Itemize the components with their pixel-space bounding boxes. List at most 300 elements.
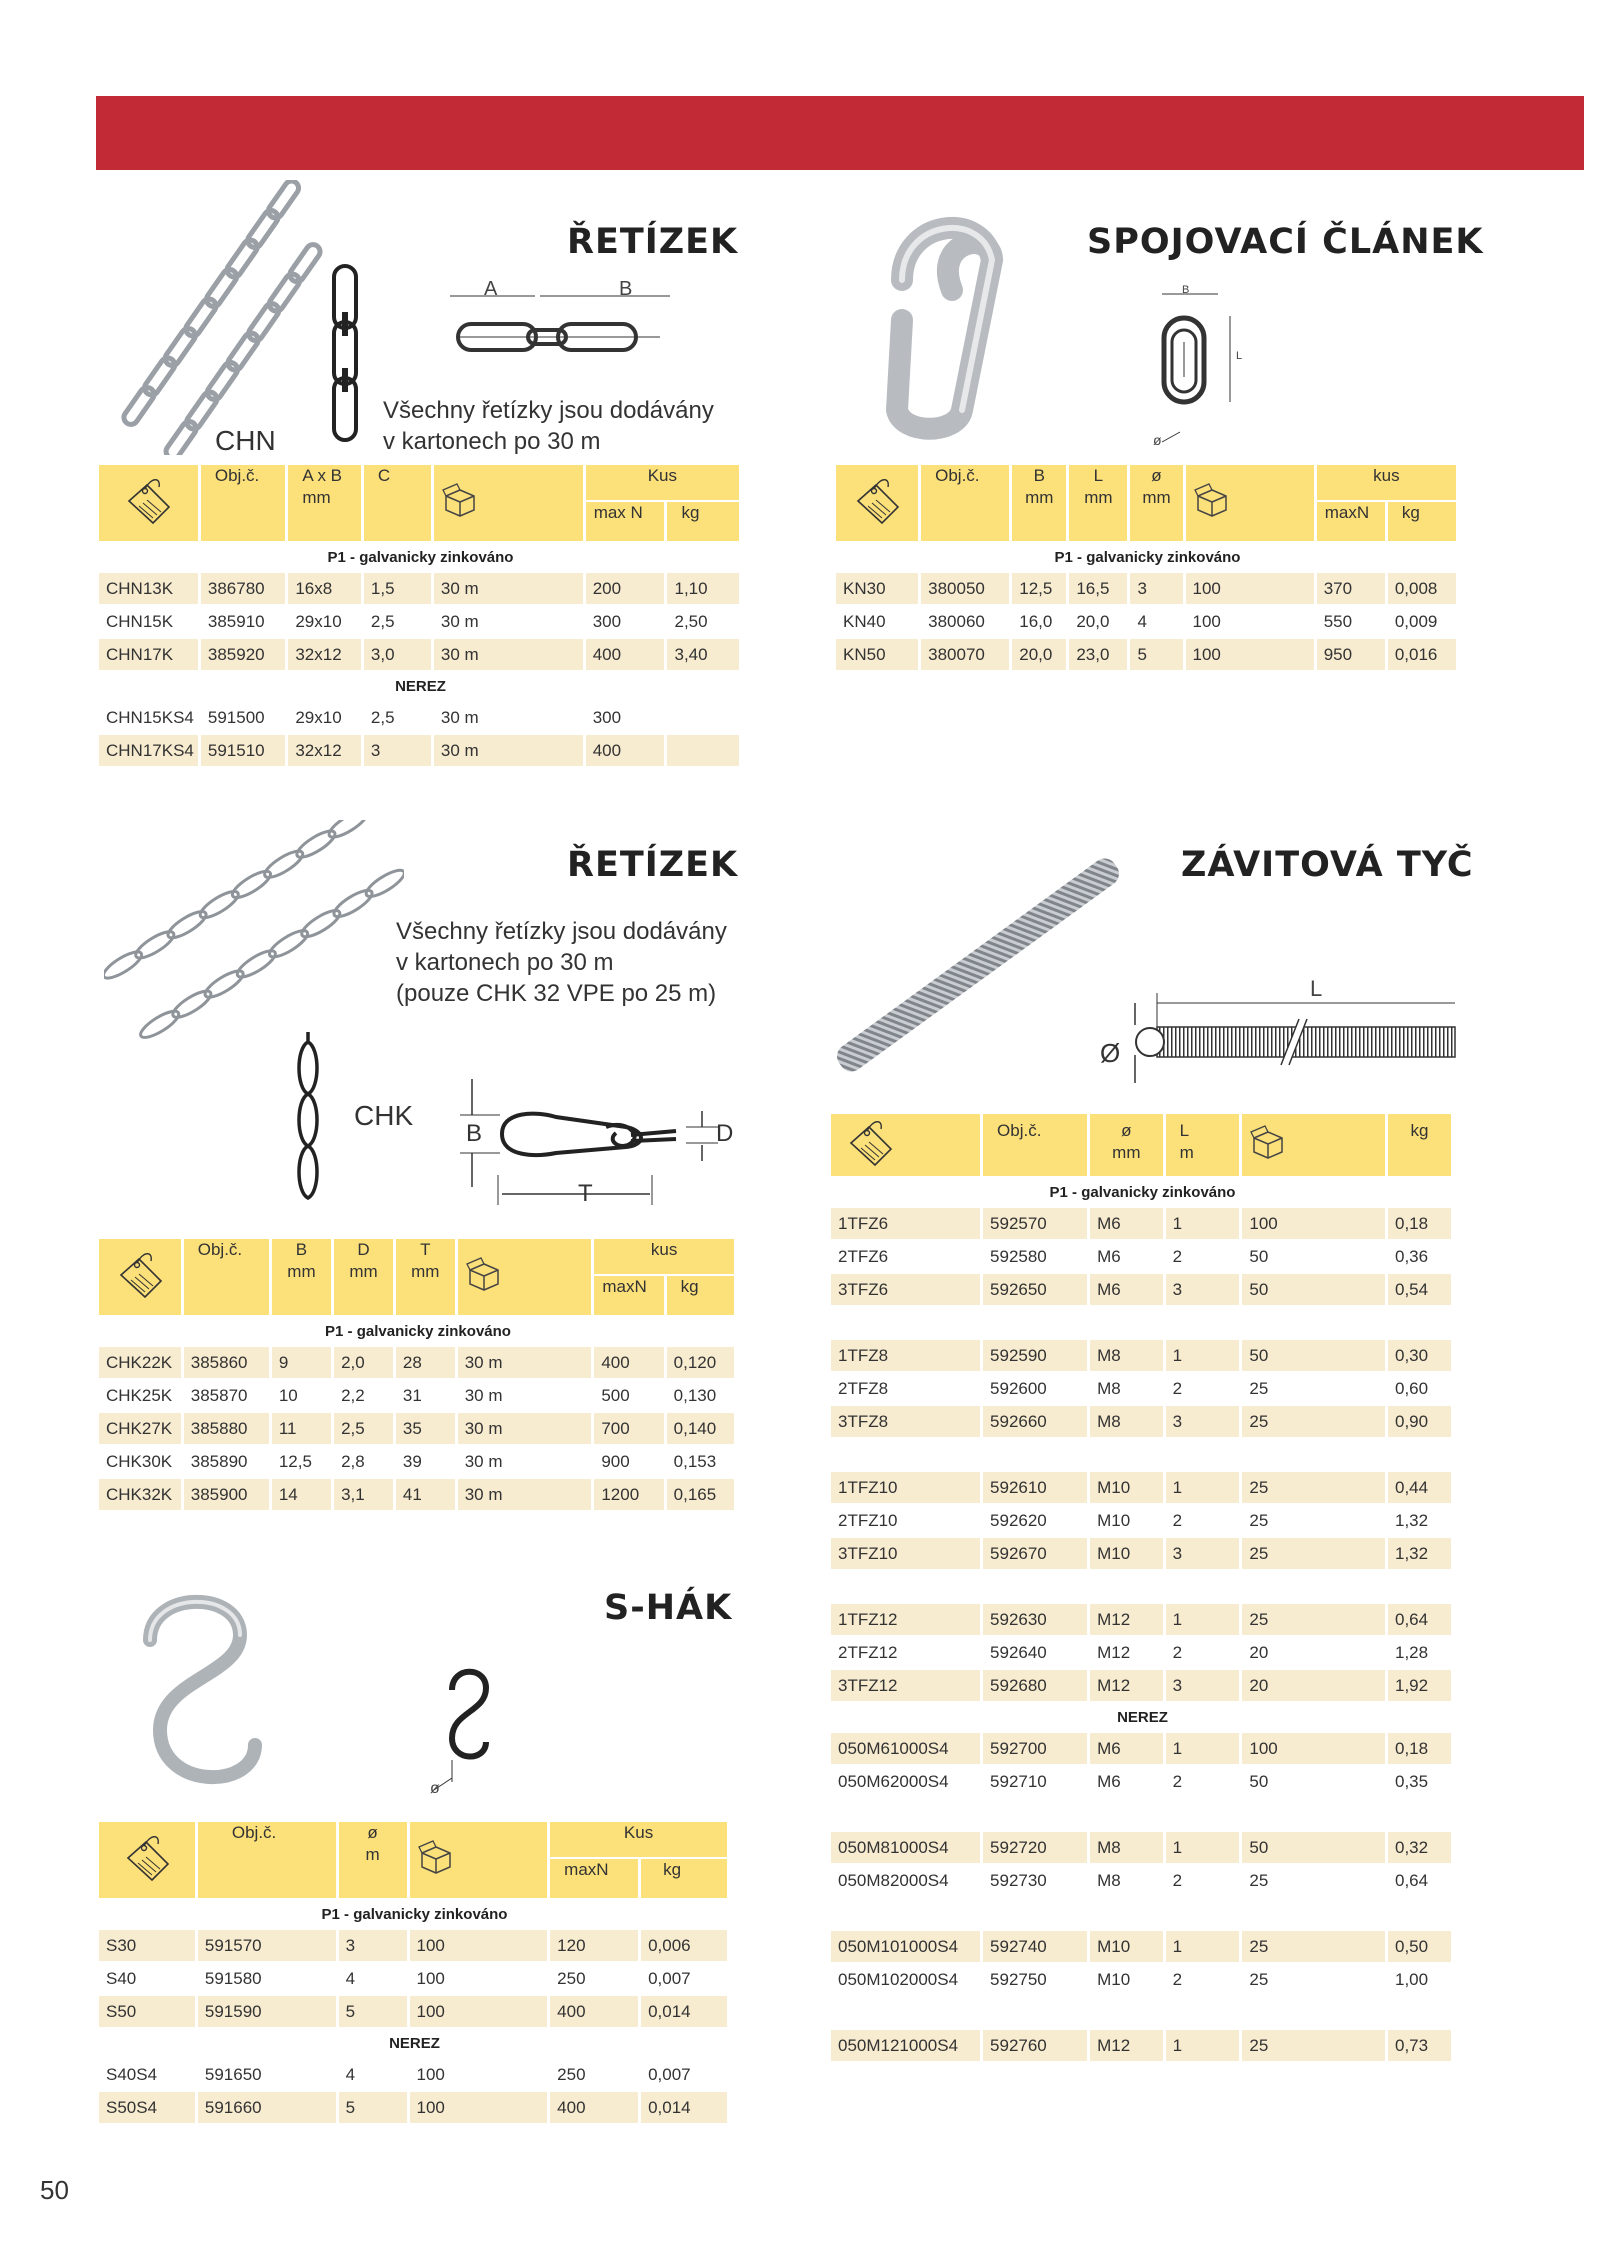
table-cell: CHN13K: [99, 573, 198, 604]
table-row: [836, 606, 1456, 637]
section-label: NEREZ: [99, 672, 739, 700]
chk-dim-d: D: [716, 1120, 734, 1147]
table-cell: 30 m: [434, 702, 583, 733]
table-cell: 2,2: [334, 1380, 393, 1411]
table-cell: 591590: [198, 1996, 336, 2027]
s-hook-image: [130, 1580, 280, 1810]
table-cell: 591660: [198, 2092, 336, 2123]
table-cell: 2TFZ8: [831, 1373, 980, 1404]
table-cell: 100: [1242, 1208, 1385, 1239]
table-cell: 500: [594, 1380, 663, 1411]
section-label: NEREZ: [831, 1703, 1451, 1731]
table-cell: KN40: [836, 606, 918, 637]
box-icon: [410, 1822, 548, 1898]
table-cell: 0,153: [667, 1446, 734, 1477]
tag-icon: [99, 465, 198, 541]
table-row: [831, 1832, 1451, 1863]
table-cell: 0,006: [641, 1930, 727, 1961]
table-cell: 2,8: [334, 1446, 393, 1477]
table-cell: 250: [550, 2059, 638, 2090]
table-cell: 592760: [983, 2030, 1087, 2061]
table-cell: 386780: [201, 573, 285, 604]
table-cell: 0,014: [641, 2092, 727, 2123]
table-cell: 25: [1242, 2030, 1385, 2061]
tag-icon: [831, 1114, 980, 1176]
table-cell: 100: [1186, 606, 1314, 637]
kn-dim-l: L: [1236, 350, 1243, 362]
table-cell: 1,28: [1388, 1637, 1451, 1668]
table-cell: 30 m: [458, 1446, 592, 1477]
threaded-rod-image: [828, 845, 1128, 1085]
s-hook-dim-d: ø: [430, 1780, 440, 1797]
table-cell: 1TFZ12: [831, 1604, 980, 1635]
table-cell: 050M81000S4: [831, 1832, 980, 1863]
table-cell: 050M101000S4: [831, 1931, 980, 1962]
table-cell: 3: [1130, 573, 1182, 604]
table-row: [99, 1996, 727, 2027]
table-cell: 25: [1242, 1406, 1385, 1437]
table-row: [99, 606, 739, 637]
table-row: [831, 1931, 1451, 1962]
chn-note: Všechny řetízky jsou dodávány v kartonech po 30 m: [383, 397, 714, 455]
table-cell: 592640: [983, 1637, 1087, 1668]
table-cell: 14: [272, 1479, 331, 1510]
table-cell: CHN17KS4: [99, 735, 198, 766]
table-cell: 1,92: [1388, 1670, 1451, 1701]
table-cell: 385900: [184, 1479, 269, 1510]
table-cell: 591510: [201, 735, 285, 766]
table-cell: 300: [586, 606, 665, 637]
table-cell: 1: [1166, 1931, 1240, 1962]
table-cell: 050M61000S4: [831, 1733, 980, 1764]
table-cell: 100: [1242, 1733, 1385, 1764]
table-row: [831, 1604, 1451, 1635]
table-cell: M10: [1090, 1472, 1162, 1503]
table-cell: 35: [396, 1413, 455, 1444]
table-cell: S50: [99, 1996, 195, 2027]
tag-icon: [99, 1239, 181, 1315]
table-cell: 120: [550, 1930, 638, 1961]
table-cell: 050M82000S4: [831, 1865, 980, 1896]
table-row: [831, 1766, 1451, 1797]
table-cell: 2: [1166, 1505, 1240, 1536]
table-cell: 3: [1166, 1670, 1240, 1701]
table-cell: 2TFZ12: [831, 1637, 980, 1668]
table-cell: 11: [272, 1413, 331, 1444]
table-cell: 2,50: [667, 606, 739, 637]
table-cell: 0,54: [1388, 1274, 1451, 1305]
table-cell: 0,64: [1388, 1865, 1451, 1896]
table-cell: 20: [1242, 1670, 1385, 1701]
table-cell: 3TFZ6: [831, 1274, 980, 1305]
table-cell: 2TFZ10: [831, 1505, 980, 1536]
section-label: P1 - galvanicky zinkováno: [831, 1178, 1451, 1206]
table-cell: CHN15KS4: [99, 702, 198, 733]
table-cell: 9: [272, 1347, 331, 1378]
table-cell: 900: [594, 1446, 663, 1477]
rod-dim-l: L: [1310, 976, 1323, 1001]
table-row: [99, 1930, 727, 1961]
table-cell: 592580: [983, 1241, 1087, 1272]
table-cell: 30 m: [434, 606, 583, 637]
table-cell: CHN17K: [99, 639, 198, 670]
link-kn-drawing: [1140, 282, 1250, 457]
table-cell: 20,0: [1012, 639, 1066, 670]
table-cell: M8: [1090, 1406, 1162, 1437]
table-cell: CHK25K: [99, 1380, 181, 1411]
table-cell: 200: [586, 573, 665, 604]
table-row: [99, 1446, 734, 1477]
table-cell: M8: [1090, 1373, 1162, 1404]
table-cell: 1: [1166, 2030, 1240, 2061]
table-cell: 591570: [198, 1930, 336, 1961]
chain-chn-image: [100, 180, 330, 455]
table-cell: 0,130: [667, 1380, 734, 1411]
table-row: [99, 2059, 727, 2090]
section-label: P1 - galvanicky zinkováno: [99, 1317, 734, 1345]
table-row: [99, 1380, 734, 1411]
table-cell: 400: [550, 2092, 638, 2123]
table-cell: 380060: [921, 606, 1009, 637]
table-cell: 592670: [983, 1538, 1087, 1569]
table-cell: 30 m: [434, 735, 583, 766]
table-cell: M12: [1090, 1670, 1162, 1701]
table-cell: 3: [1166, 1538, 1240, 1569]
table-cell: 20: [1242, 1637, 1385, 1668]
table-cell: 2: [1166, 1241, 1240, 1272]
table-cell: 370: [1317, 573, 1385, 604]
table-cell: 100: [410, 1930, 548, 1961]
table-cell: 385880: [184, 1413, 269, 1444]
table-cell: 30 m: [458, 1347, 592, 1378]
table-cell: 592710: [983, 1766, 1087, 1797]
table-cell: 29x10: [288, 606, 361, 637]
tag-icon: [836, 465, 918, 541]
table-row: [831, 1406, 1451, 1437]
chk-dim-b: B: [466, 1120, 483, 1147]
table-cell: 385890: [184, 1446, 269, 1477]
table-row: [831, 1208, 1451, 1239]
table-row: [831, 1505, 1451, 1536]
chn-dim-b: B: [619, 278, 633, 300]
table-cell: 1,10: [667, 573, 739, 604]
table-cell: M6: [1090, 1766, 1162, 1797]
table-cell: 0,60: [1388, 1373, 1451, 1404]
table-cell: 400: [586, 639, 665, 670]
table-cell: 0,009: [1388, 606, 1456, 637]
table-cell: 30 m: [458, 1479, 592, 1510]
chain-chk-image: [104, 820, 404, 1050]
table-cell: 592630: [983, 1604, 1087, 1635]
table-cell: 380070: [921, 639, 1009, 670]
section-label: P1 - galvanicky zinkováno: [836, 543, 1456, 571]
section-title-threaded-rod: ZÁVITOVÁ TYČ: [1181, 845, 1474, 885]
table-cell: 700: [594, 1413, 663, 1444]
table-cell: 5: [339, 2092, 407, 2123]
table-cell: 592730: [983, 1865, 1087, 1896]
table-cell: M10: [1090, 1538, 1162, 1569]
table-cell: 20,0: [1069, 606, 1127, 637]
table-cell: 50: [1242, 1766, 1385, 1797]
table-cell: M6: [1090, 1208, 1162, 1239]
table-cell: 0,35: [1388, 1766, 1451, 1797]
table-cell: 0,120: [667, 1347, 734, 1378]
table-cell: 28: [396, 1347, 455, 1378]
table-cell: 1,32: [1388, 1538, 1451, 1569]
threaded-rod-drawing: [1095, 983, 1460, 1093]
table-cell: 25: [1242, 1865, 1385, 1896]
section-title-kn: SPOJOVACÍ ČLÁNEK: [1087, 222, 1484, 262]
table-cell: 592700: [983, 1733, 1087, 1764]
table-cell: 0,165: [667, 1479, 734, 1510]
threaded-rod-table: Obj.č. ø mm L m kg P1 - galvanicky zinkováno 1TFZ6 592570 M6 1 100 0,18 2TFZ6 592580 M6 2 50 0,36 3TFZ6 592650 M6 3 50 0,54 1TFZ8 592590 M8 1 50 0,30 2TFZ8 592600 M8 2 25 0,60 3TFZ8 592660 M8 3 25 0,90 1TFZ10 592610 M10 1 25 0,44 2TFZ10 592620 M10 2 25 1,32 3TFZ10 592670 M10 3 25 1,32 1TFZ12 592630 M12 1 25 0,64 2TFZ12 592640 M12 2 20 1,28 3TFZ12 592680 M12 3 20 1,92 NEREZ 050M61000S4 592700 M6 1 100 0,18 050M62000S4 592710 M6 2 50 0,35 050M81000S4 592720 M8 1 50 0,32 050M82000S4 592730 M8 2 25 0,64 050M101000S4 592740 M10 1 25 0,50 050M102000S4 592750 M10 2 25 1,00 050M121000S4 592760 M12 1 25 0,73: [828, 1112, 1454, 2063]
section-title-s-hook: S-HÁK: [604, 1588, 733, 1628]
table-cell: 0,30: [1388, 1340, 1451, 1371]
table-cell: S30: [99, 1930, 195, 1961]
spacer-row: [831, 1439, 1451, 1470]
table-cell: 32x12: [288, 639, 361, 670]
table-cell: 100: [410, 2092, 548, 2123]
table-cell: 592610: [983, 1472, 1087, 1503]
table-cell: M10: [1090, 1964, 1162, 1995]
table-cell: 39: [396, 1446, 455, 1477]
table-row: [831, 1865, 1451, 1896]
table-cell: 3TFZ12: [831, 1670, 980, 1701]
table-row: [831, 1472, 1451, 1503]
table-cell: 050M121000S4: [831, 2030, 980, 2061]
table-cell: 385870: [184, 1380, 269, 1411]
table-cell: 100: [410, 2059, 548, 2090]
table-cell: 1200: [594, 1479, 663, 1510]
table-cell: 5: [1130, 639, 1182, 670]
table-cell: 50: [1242, 1241, 1385, 1272]
table-cell: 385860: [184, 1347, 269, 1378]
table-cell: 591500: [201, 702, 285, 733]
table-cell: 100: [410, 1996, 548, 2027]
table-cell: [667, 702, 739, 733]
table-cell: M12: [1090, 1604, 1162, 1635]
table-cell: 30 m: [434, 639, 583, 670]
table-cell: 25: [1242, 1373, 1385, 1404]
table-cell: 1: [1166, 1733, 1240, 1764]
table-cell: CHN15K: [99, 606, 198, 637]
table-cell: 385920: [201, 639, 285, 670]
kn-dim-d: ø: [1153, 432, 1162, 448]
table-cell: 0,73: [1388, 2030, 1451, 2061]
table-row: [836, 573, 1456, 604]
table-cell: M8: [1090, 1832, 1162, 1863]
spacer-row: [831, 1997, 1451, 2028]
table-row: [99, 1479, 734, 1510]
header-banner: [96, 96, 1584, 170]
table-cell: 1TFZ10: [831, 1472, 980, 1503]
table-row: [99, 639, 739, 670]
table-cell: 12,5: [272, 1446, 331, 1477]
table-row: [831, 2030, 1451, 2061]
table-cell: 16x8: [288, 573, 361, 604]
table-cell: 25: [1242, 1472, 1385, 1503]
section-label: NEREZ: [99, 2029, 727, 2057]
table-cell: 0,140: [667, 1413, 734, 1444]
table-cell: 2: [1166, 1964, 1240, 1995]
table-cell: [667, 735, 739, 766]
table-cell: 25: [1242, 1964, 1385, 1995]
table-cell: M6: [1090, 1733, 1162, 1764]
table-cell: M6: [1090, 1274, 1162, 1305]
table-cell: 592620: [983, 1505, 1087, 1536]
table-cell: 592750: [983, 1964, 1087, 1995]
chn-label: CHN: [215, 425, 276, 456]
table-cell: 592740: [983, 1931, 1087, 1962]
table-cell: 4: [339, 2059, 407, 2090]
table-cell: 2: [1166, 1637, 1240, 1668]
section-label: P1 - galvanicky zinkováno: [99, 1900, 727, 1928]
table-cell: 0,64: [1388, 1604, 1451, 1635]
section-title-chk: ŘETÍZEK: [567, 845, 739, 885]
table-row: [99, 2092, 727, 2123]
table-cell: 400: [594, 1347, 663, 1378]
table-cell: 592680: [983, 1670, 1087, 1701]
table-cell: 550: [1317, 606, 1385, 637]
table-cell: S40S4: [99, 2059, 195, 2090]
table-cell: 0,50: [1388, 1931, 1451, 1962]
table-cell: 0,007: [641, 2059, 727, 2090]
table-cell: 100: [1186, 573, 1314, 604]
table-cell: 31: [396, 1380, 455, 1411]
tag-icon: [99, 1822, 195, 1898]
table-cell: 2TFZ6: [831, 1241, 980, 1272]
table-cell: 4: [339, 1963, 407, 1994]
chk-dim-t: T: [578, 1180, 593, 1207]
spacer-row: [831, 1571, 1451, 1602]
table-cell: 592590: [983, 1340, 1087, 1371]
table-cell: 25: [1242, 1604, 1385, 1635]
table-cell: 100: [410, 1963, 548, 1994]
table-row: [99, 702, 739, 733]
table-cell: 3TFZ8: [831, 1406, 980, 1437]
table-cell: CHK32K: [99, 1479, 181, 1510]
table-cell: 2: [1166, 1373, 1240, 1404]
table-row: [831, 1274, 1451, 1305]
table-row: [831, 1373, 1451, 1404]
table-cell: 25: [1242, 1505, 1385, 1536]
table-cell: 0,32: [1388, 1832, 1451, 1863]
kn-dim-b: B: [1182, 284, 1190, 296]
chk-label: CHK: [354, 1100, 414, 1131]
table-cell: 250: [550, 1963, 638, 1994]
table-cell: 3: [364, 735, 431, 766]
table-cell: CHK27K: [99, 1413, 181, 1444]
table-row: [831, 1670, 1451, 1701]
s-hook-drawing: [422, 1660, 512, 1800]
table-cell: 0,014: [641, 1996, 727, 2027]
chain-chn-dimension-drawing: [440, 282, 680, 364]
table-cell: 25: [1242, 1931, 1385, 1962]
spacer-row: [831, 1898, 1451, 1929]
table-cell: 1,5: [364, 573, 431, 604]
table-cell: 41: [396, 1479, 455, 1510]
table-cell: 32x12: [288, 735, 361, 766]
table-cell: CHK22K: [99, 1347, 181, 1378]
table-cell: 3TFZ10: [831, 1538, 980, 1569]
table-cell: 591650: [198, 2059, 336, 2090]
table-cell: 0,90: [1388, 1406, 1451, 1437]
section-label: P1 - galvanicky zinkováno: [99, 543, 739, 571]
link-kn-image: [862, 200, 1022, 440]
table-cell: 400: [550, 1996, 638, 2027]
box-icon: [1242, 1114, 1385, 1176]
table-row: [831, 1241, 1451, 1272]
table-cell: M6: [1090, 1241, 1162, 1272]
table-cell: 300: [586, 702, 665, 733]
table-row: [836, 639, 1456, 670]
table-cell: 23,0: [1069, 639, 1127, 670]
table-cell: 3,1: [334, 1479, 393, 1510]
table-cell: 16,5: [1069, 573, 1127, 604]
table-cell: 3: [1166, 1274, 1240, 1305]
table-cell: 400: [586, 735, 665, 766]
table-cell: 1TFZ6: [831, 1208, 980, 1239]
chk-note: Všechny řetízky jsou dodávány v kartonech po 30 m (pouze CHK 32 VPE po 25 m): [396, 918, 727, 1007]
table-cell: 0,36: [1388, 1241, 1451, 1272]
table-row: [99, 1347, 734, 1378]
table-cell: 592600: [983, 1373, 1087, 1404]
box-icon: [458, 1239, 592, 1315]
table-cell: 0,016: [1388, 639, 1456, 670]
table-cell: 29x10: [288, 702, 361, 733]
table-cell: KN30: [836, 573, 918, 604]
table-cell: 0,007: [641, 1963, 727, 1994]
table-cell: 592660: [983, 1406, 1087, 1437]
table-cell: 2,5: [364, 606, 431, 637]
table-row: [831, 1340, 1451, 1371]
table-cell: M8: [1090, 1865, 1162, 1896]
table-cell: 30 m: [458, 1380, 592, 1411]
table-row: [831, 1964, 1451, 1995]
chain-chk-drawing: [290, 1028, 326, 1212]
table-cell: M12: [1090, 1637, 1162, 1668]
table-cell: 4: [1130, 606, 1182, 637]
table-row: [831, 1538, 1451, 1569]
chain-chn-drawing: [328, 262, 362, 444]
rod-dim-d: Ø: [1100, 1038, 1121, 1068]
table-cell: 380050: [921, 573, 1009, 604]
table-cell: 2: [1166, 1865, 1240, 1896]
table-cell: KN50: [836, 639, 918, 670]
table-cell: 1: [1166, 1832, 1240, 1863]
table-cell: 10: [272, 1380, 331, 1411]
spacer-row: [831, 1307, 1451, 1338]
table-cell: 5: [339, 1996, 407, 2027]
table-cell: 592570: [983, 1208, 1087, 1239]
chn-table: Obj.č. A x B mm C Kus max N kg P1 - galvanicky zinkováno CHN13K 386780 16x8 1,5 30 m 200 1,10 CHN15K 385910 29x10 2,5 30 m 300 2,50 CHN17K 385920 32x12 3,0 30 m 400 3,40 NEREZ CHN15KS4 591500 29x10 2,5 30 m 300 CHN17KS4 591510 32x12 3 30 m 400: [96, 463, 742, 768]
table-cell: 3: [339, 1930, 407, 1961]
box-icon: [1186, 465, 1314, 541]
table-cell: 1: [1166, 1604, 1240, 1635]
table-cell: 2,5: [334, 1413, 393, 1444]
table-cell: 0,18: [1388, 1208, 1451, 1239]
kn-table: Obj.č. B mm L mm ø mm kus maxN kg P1 - galvanicky zinkováno KN30 380050 12,5 16,5 3 100 370 0,008 KN40 380060 16,0 20,0 4 100 550 0,009 KN50 380070 20,0 23,0 5 100 950 0,016: [833, 463, 1459, 672]
chn-dim-a: A: [484, 278, 498, 300]
table-cell: 3,0: [364, 639, 431, 670]
table-cell: 0,008: [1388, 573, 1456, 604]
section-title-chn: ŘETÍZEK: [567, 222, 739, 262]
table-cell: M12: [1090, 2030, 1162, 2061]
table-row: [99, 735, 739, 766]
table-row: [99, 1963, 727, 1994]
table-cell: 1: [1166, 1472, 1240, 1503]
table-cell: 50: [1242, 1340, 1385, 1371]
